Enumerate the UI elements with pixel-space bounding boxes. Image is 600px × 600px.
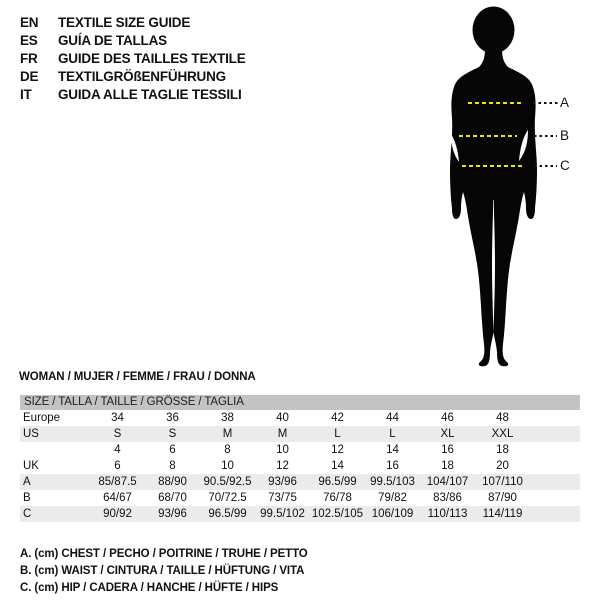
table-row-label: B (23, 492, 31, 504)
language-label: TEXTILE SIZE GUIDE (58, 14, 191, 30)
table-row-label: US (23, 428, 39, 440)
legend-chest: A. (cm) CHEST / PECHO / POITRINE / TRUHE / PETTO (20, 548, 308, 560)
measure-label-c: C (560, 158, 570, 173)
chest-dash-line (468, 102, 522, 104)
table-row (20, 474, 580, 490)
waist-dot-leader (534, 135, 557, 137)
size-value-cell: 85/87.5 (98, 476, 137, 488)
size-value-cell: 73/75 (268, 492, 297, 504)
size-value-cell: 99.5/102 (260, 508, 305, 520)
language-code: EN (20, 14, 39, 30)
language-row (20, 31, 246, 49)
language-label: GUÍA DE TALLAS (58, 32, 167, 48)
size-value-cell: 96.5/99 (208, 508, 247, 520)
size-value-cell: 44 (386, 412, 399, 424)
language-code: FR (20, 50, 38, 66)
row-spacer (530, 410, 580, 426)
language-row (20, 85, 246, 103)
size-value-cell: XXL (491, 428, 514, 440)
size-value-cell: 90.5/92.5 (203, 476, 252, 488)
size-value-cell: 12 (276, 460, 289, 472)
size-value-cell: 34 (111, 412, 124, 424)
size-value-cell: 20 (496, 460, 509, 472)
size-table-header: SIZE / TALLA / TAILLE / GRÖSSE / TAGLIA (20, 395, 580, 410)
size-value-cell: S (168, 428, 177, 440)
size-value-cell: 102.5/105 (311, 508, 364, 520)
language-label: GUIDA ALLE TAGLIE TESSILI (58, 86, 242, 102)
size-value-cell: L (334, 428, 341, 440)
size-value-cell: 12 (331, 444, 344, 456)
size-value-cell: 10 (221, 460, 234, 472)
size-value-cell: 6 (169, 444, 176, 456)
table-row (20, 490, 580, 506)
size-value-cell: 40 (276, 412, 289, 424)
size-value-cell: 76/78 (323, 492, 352, 504)
size-value-cell: 42 (331, 412, 344, 424)
table-row-label: Europe (23, 412, 61, 424)
size-value-cell: S (113, 428, 122, 440)
row-spacer (530, 442, 580, 458)
woman-silhouette-icon (440, 4, 552, 370)
table-row-label (20, 442, 90, 458)
language-label: TEXTILGRÖßENFÜHRUNG (58, 68, 226, 84)
size-value-cell: 79/82 (378, 492, 407, 504)
language-code: ES (20, 32, 38, 48)
size-value-cell: 93/96 (158, 508, 187, 520)
table-row (20, 506, 580, 522)
size-value-cell: 36 (166, 412, 179, 424)
size-value-cell: 16 (386, 460, 399, 472)
legend-waist: B. (cm) WAIST / CINTURA / TAILLE / HÜFTUNG / VITA (20, 565, 305, 577)
size-value-cell: 64/67 (103, 492, 132, 504)
language-code: DE (20, 68, 39, 84)
table-row (20, 426, 580, 442)
hip-dot-leader (534, 165, 557, 167)
size-value-cell: M (277, 428, 288, 440)
size-value-cell: 87/90 (488, 492, 517, 504)
language-row (20, 67, 246, 85)
row-spacer (530, 458, 580, 474)
hip-dash-line (462, 165, 523, 167)
size-value-cell: 8 (224, 444, 231, 456)
size-value-cell: 104/107 (426, 476, 469, 488)
size-value-cell: 68/70 (158, 492, 187, 504)
table-row-label: A (23, 476, 31, 488)
size-value-cell: XL (440, 428, 455, 440)
size-value-cell: 106/109 (371, 508, 414, 520)
size-value-cell: 14 (386, 444, 399, 456)
row-spacer (530, 490, 580, 506)
size-value-cell: 107/110 (482, 476, 523, 488)
size-value-cell: 46 (441, 412, 454, 424)
table-row (20, 458, 580, 474)
size-value-cell: 16 (441, 444, 454, 456)
size-value-cell: 4 (114, 444, 121, 456)
size-value-cell: 70/72.5 (208, 492, 247, 504)
row-spacer (530, 506, 580, 522)
size-value-cell: L (389, 428, 396, 440)
measurement-legend (20, 546, 308, 597)
table-row (20, 410, 580, 426)
size-value-cell: 99.5/103 (370, 476, 415, 488)
size-value-cell: 114/119 (482, 508, 523, 520)
table-row (20, 442, 580, 458)
size-value-cell: 96.5/99 (318, 476, 357, 488)
size-value-cell: 18 (441, 460, 454, 472)
language-row (20, 13, 246, 31)
size-value-cell: 10 (276, 444, 289, 456)
table-row-label: C (23, 508, 32, 520)
waist-dash-line (459, 135, 517, 137)
size-value-cell: 90/92 (103, 508, 132, 520)
size-table-body (20, 410, 580, 522)
table-row-label: UK (23, 460, 39, 472)
size-table (20, 395, 580, 522)
size-value-cell: 88/90 (158, 476, 187, 488)
size-value-cell: 8 (169, 460, 176, 472)
language-code: IT (20, 86, 32, 102)
row-spacer (530, 474, 580, 490)
language-row (20, 49, 246, 67)
size-value-cell: 83/86 (433, 492, 462, 504)
size-value-cell: 110/113 (427, 508, 468, 520)
size-value-cell: 93/96 (268, 476, 297, 488)
measure-label-a: A (560, 95, 570, 110)
measure-label-b: B (560, 128, 570, 143)
size-value-cell: M (222, 428, 233, 440)
row-spacer (530, 426, 580, 442)
size-value-cell: 18 (496, 444, 509, 456)
size-value-cell: 6 (114, 460, 121, 472)
section-title: WOMAN / MUJER / FEMME / FRAU / DONNA (19, 371, 256, 383)
chest-dot-leader (533, 102, 558, 104)
size-value-cell: 38 (221, 412, 234, 424)
size-value-cell: 48 (496, 412, 509, 424)
language-label: GUIDE DES TAILLES TEXTILE (58, 50, 246, 66)
language-list (20, 13, 246, 103)
size-value-cell: 14 (331, 460, 344, 472)
legend-hip: C. (cm) HIP / CADERA / HANCHE / HÜFTE / HIPS (20, 582, 279, 594)
